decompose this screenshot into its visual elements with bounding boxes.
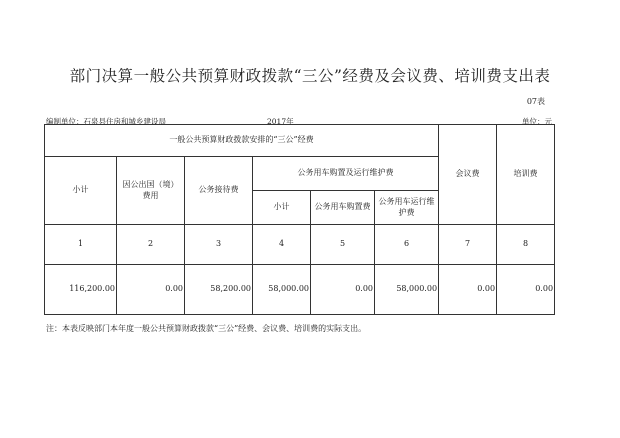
currency-unit: 单位：元	[522, 117, 552, 126]
value-meeting: 0.00	[439, 265, 497, 315]
column-number: 4	[253, 225, 311, 265]
header-vehicle-subtotal: 小计	[253, 191, 311, 225]
header-vehicle-operation: 公务用车运行维护费	[375, 191, 439, 225]
compiling-unit: 编制单位：石泉县住房和城乡建设局	[46, 117, 166, 126]
header-three-public-funds: 一般公共预算财政拨款安排的“三公”经费	[45, 125, 439, 157]
value-row	[45, 265, 555, 315]
column-number: 3	[185, 225, 253, 265]
table-code: 07表	[526, 97, 545, 106]
header-vehicle-group: 公务用车购置及运行维护费	[253, 157, 439, 191]
value-vehicle-subtotal: 58,000.00	[253, 265, 311, 315]
footnote: 注：本表反映部门本年度一般公共预算财政拨款“三公”经费、会议费、培训费的实际支出。	[46, 324, 367, 333]
header-abroad: 因公出国（境）费用	[117, 157, 185, 225]
value-subtotal: 116,200.00	[45, 265, 117, 315]
header-subtotal: 小计	[45, 157, 117, 225]
report-year: 2017年	[267, 117, 294, 126]
column-number: 6	[375, 225, 439, 265]
header-training: 培训费	[497, 125, 555, 225]
value-abroad: 0.00	[117, 265, 185, 315]
value-vehicle-purchase: 0.00	[311, 265, 375, 315]
column-number: 7	[439, 225, 497, 265]
header-meeting: 会议费	[439, 125, 497, 225]
column-number: 2	[117, 225, 185, 265]
column-number: 5	[311, 225, 375, 265]
column-number: 1	[45, 225, 117, 265]
page-title: 部门决算一般公共预算财政拨款“三公”经费及会议费、培训费支出表	[69, 67, 551, 85]
header-reception: 公务接待费	[185, 157, 253, 225]
header-vehicle-purchase: 公务用车购置费	[311, 191, 375, 225]
value-vehicle-operation: 58,000.00	[375, 265, 439, 315]
column-number-row	[45, 225, 555, 265]
expenditure-table	[44, 124, 555, 315]
value-training: 0.00	[497, 265, 555, 315]
value-reception: 58,200.00	[185, 265, 253, 315]
column-number: 8	[497, 225, 555, 265]
